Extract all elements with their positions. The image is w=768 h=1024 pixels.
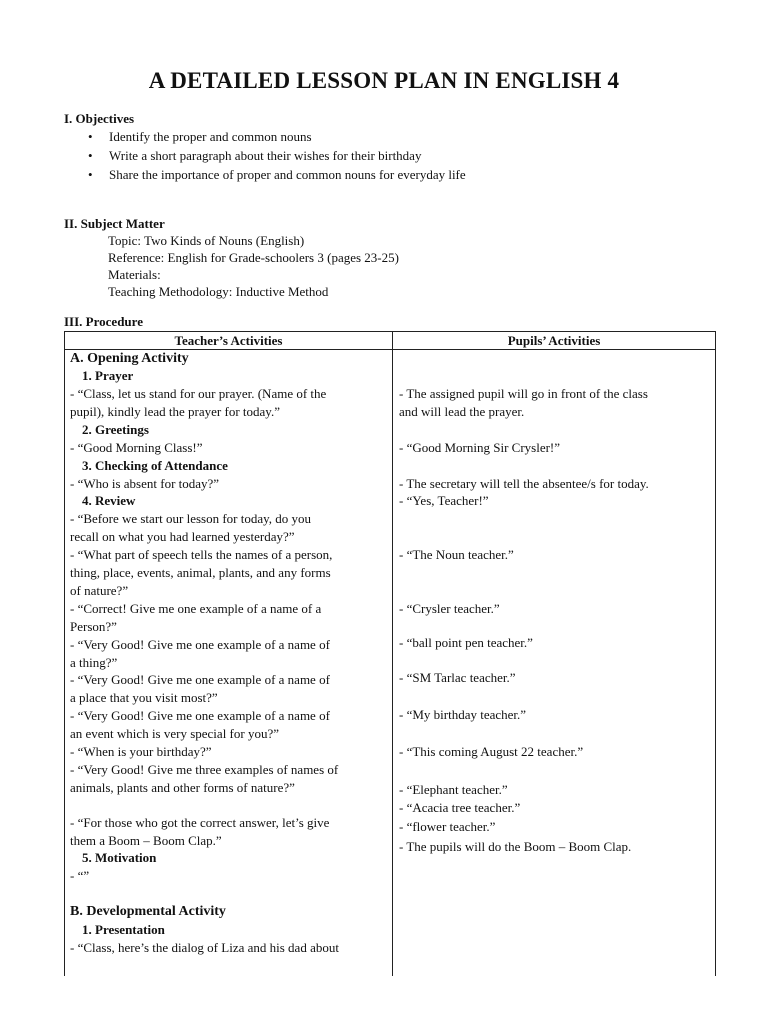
pupil-line: - The pupils will do the Boom – Boom Clap.	[399, 839, 632, 854]
pupil-line: - The assigned pupil will go in front of the class	[399, 386, 648, 401]
teacher-line: - “Very Good! Give me one example of a name of	[70, 708, 330, 723]
pupils-column-header: Pupils’ Activities	[507, 333, 601, 348]
list-item: • Identify the proper and common nouns	[88, 129, 312, 144]
pupil-line: - “The Noun teacher.”	[399, 547, 514, 562]
pupil-line: - “Good Morning Sir Crysler!”	[399, 440, 561, 455]
opening-activity-heading: A. Opening Activity	[70, 351, 189, 366]
reference-line: Reference: English for Grade-schoolers 3 (pages 23-25)	[108, 250, 399, 265]
objectives-heading: I. Objectives	[64, 111, 135, 126]
teacher-line: thing, place, events, animal, plants, and any forms	[70, 565, 331, 580]
pupil-line: - “Crysler teacher.”	[399, 601, 500, 616]
document-title: A DETAILED LESSON PLAN IN ENGLISH 4	[148, 68, 620, 93]
teacher-line: - “Who is absent for today?”	[70, 476, 220, 491]
teacher-line: a thing?”	[70, 655, 118, 670]
table-header	[65, 332, 715, 350]
attendance-heading: 3. Checking of Attendance	[82, 458, 228, 473]
teacher-line: - “Very Good! Give me one example of a name of	[70, 637, 330, 652]
pupil-line: - “This coming August 22 teacher.”	[399, 744, 584, 759]
teacher-line: of nature?”	[70, 583, 129, 598]
bullet-icon: •	[88, 129, 93, 144]
procedure-heading: III. Procedure	[64, 314, 143, 329]
teacher-line: recall on what you had learned yesterday?”	[70, 529, 295, 544]
teacher-line: - “What part of speech tells the names of a person,	[70, 547, 333, 562]
pupil-line: - “Elephant teacher.”	[399, 782, 508, 797]
list-item: • Share the importance of proper and common nouns for everyday life	[88, 167, 466, 182]
materials-line: Materials:	[108, 267, 161, 282]
greetings-heading: 2. Greetings	[82, 422, 149, 437]
list-item: • Write a short paragraph about their wishes for their birthday	[88, 148, 422, 163]
teacher-line: - “Before we start our lesson for today, do you	[70, 511, 312, 526]
bullet-icon: •	[88, 167, 93, 182]
teacher-column-header: Teacher’s Activities	[65, 332, 393, 349]
teacher-line: a place that you visit most?”	[70, 690, 218, 705]
bullet-icon: •	[88, 148, 93, 163]
motivation-heading: 5. Motivation	[82, 850, 157, 865]
pupil-line: - The secretary will tell the absentee/s for today.	[399, 476, 649, 491]
teacher-line: - “Class, let us stand for our prayer. (Name of the	[70, 386, 327, 401]
developmental-activity-heading: B. Developmental Activity	[70, 904, 226, 919]
subject-matter-heading: II. Subject Matter	[64, 216, 165, 231]
teacher-line: Person?”	[70, 619, 117, 634]
pupil-line: - “flower teacher.”	[399, 819, 496, 834]
procedure-table	[64, 331, 716, 976]
topic-line: Topic: Two Kinds of Nouns (English)	[108, 233, 305, 248]
teacher-line: - “Class, here’s the dialog of Liza and his dad about	[70, 940, 339, 955]
teacher-activities-column	[65, 350, 393, 976]
pupil-line: - “Yes, Teacher!”	[399, 493, 489, 508]
teacher-line: - “For those who got the correct answer, let’s give	[70, 815, 330, 830]
teacher-line: pupil), kindly lead the prayer for today.”	[70, 404, 280, 419]
pupils-activities-column	[393, 350, 715, 976]
teacher-line: - “Correct! Give me one example of a name of a	[70, 601, 322, 616]
presentation-heading: 1. Presentation	[82, 922, 165, 937]
teacher-line: - “Good Morning Class!”	[70, 440, 203, 455]
pupil-line: and will lead the prayer.	[399, 404, 525, 419]
subject-matter-details	[108, 232, 399, 300]
teacher-line: animals, plants and other forms of nature?”	[70, 780, 295, 795]
objectives-list	[88, 128, 466, 185]
teacher-line: - “”	[70, 868, 90, 883]
pupil-line: - “SM Tarlac teacher.”	[399, 670, 516, 685]
review-heading: 4. Review	[82, 493, 136, 508]
pupil-line: - “ball point pen teacher.”	[399, 635, 533, 650]
teacher-line: - “Very Good! Give me three examples of names of	[70, 762, 339, 777]
pupil-line: - “My birthday teacher.”	[399, 707, 527, 722]
teacher-line: - “When is your birthday?”	[70, 744, 212, 759]
prayer-heading: 1. Prayer	[82, 368, 134, 383]
pupil-line: - “Acacia tree teacher.”	[399, 800, 521, 815]
teacher-line: an event which is very special for you?”	[70, 726, 280, 741]
teacher-line: - “Very Good! Give me one example of a name of	[70, 672, 330, 687]
teacher-line: them a Boom – Boom Clap.”	[70, 833, 222, 848]
methodology-line: Teaching Methodology: Inductive Method	[108, 284, 329, 299]
